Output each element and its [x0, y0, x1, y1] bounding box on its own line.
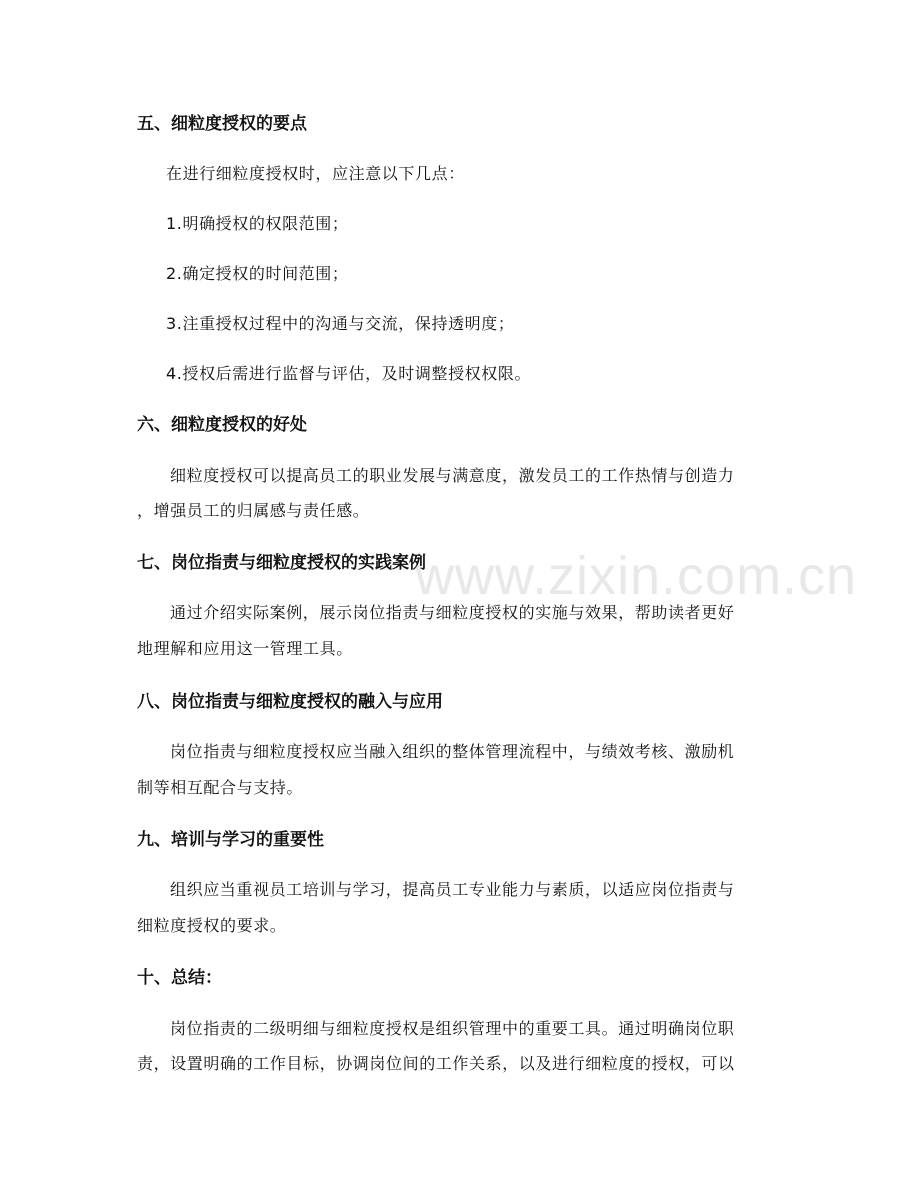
section-8-line-2: 制等相互配合与支持。 — [137, 778, 304, 797]
section-10-heading: 十、总结： — [137, 968, 222, 988]
section-8-heading: 八、岗位指责与细粒度授权的融入与应用 — [137, 692, 443, 712]
section-5-item-2: 2.确定授权的时间范围； — [166, 264, 349, 283]
section-10-line-2: 责，设置明确的工作目标，协调岗位间的工作关系，以及进行细粒度的授权，可以 — [137, 1054, 735, 1073]
section-5-intro: 在进行细粒度授权时，应注意以下几点： — [166, 164, 465, 183]
watermark: www.zixin.com.cn — [415, 546, 858, 606]
section-9-heading: 九、培训与学习的重要性 — [137, 830, 324, 850]
section-7-line-1: 通过介绍实际案例，展示岗位指责与细粒度授权的实施与效果，帮助读者更好 — [170, 603, 735, 622]
section-5-heading: 五、细粒度授权的要点 — [137, 114, 307, 134]
section-8-line-1: 岗位指责与细粒度授权应当融入组织的整体管理流程中，与绩效考核、激励机 — [170, 742, 735, 761]
section-6-heading: 六、细粒度授权的好处 — [137, 415, 307, 435]
section-6-line-1: 细粒度授权可以提高员工的职业发展与满意度，激发员工的工作热情与创造力 — [170, 466, 735, 485]
section-10-line-1: 岗位指责的二级明细与细粒度授权是组织管理中的重要工具。通过明确岗位职 — [170, 1019, 735, 1038]
section-7-heading: 七、岗位指责与细粒度授权的实践案例 — [137, 553, 426, 573]
section-9-line-1: 组织应当重视员工培训与学习，提高员工专业能力与素质，以适应岗位指责与 — [170, 880, 735, 899]
section-5-item-4: 4.授权后需进行监督与评估，及时调整授权权限。 — [166, 364, 532, 383]
section-7-line-2: 地理解和应用这一管理工具。 — [137, 639, 353, 658]
section-5-item-3: 3.注重授权过程中的沟通与交流，保持透明度； — [166, 314, 515, 333]
section-6-line-2: ，增强员工的归属感与责任感。 — [137, 501, 370, 520]
section-5-item-1: 1.明确授权的权限范围； — [166, 214, 349, 233]
section-9-line-2: 细粒度授权的要求。 — [137, 916, 287, 935]
